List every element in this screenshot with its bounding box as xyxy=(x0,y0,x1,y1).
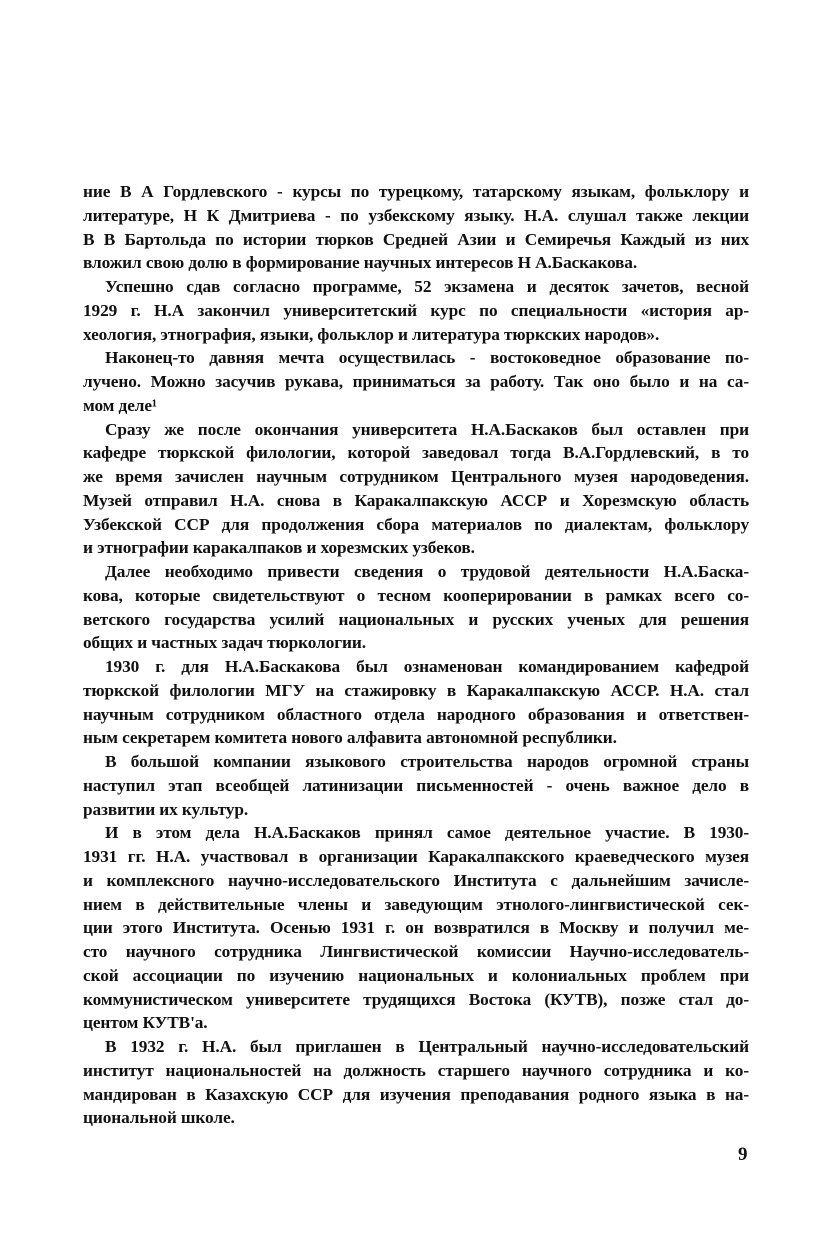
page-body-text xyxy=(83,180,749,1130)
text-line: и комплексного научно-исследовательского Института с дальнейшим зачисле- xyxy=(83,870,749,890)
text-line: и этнографии каракалпаков и хорезмских узбеков. xyxy=(83,538,475,558)
text-line: коммунистическом университете трудящихся Востока (КУТВ), позже стал до- xyxy=(83,989,749,1009)
text-line: развитии их культур. xyxy=(83,799,249,819)
text-line: Музей отправил Н.А. снова в Каракалпакскую АССР и Хорезмскую область xyxy=(83,490,749,510)
text-line: общих и частных задач тюркологии. xyxy=(83,633,366,653)
text-line: лучено. Можно засучив рукава, приниматься за работу. Так оно было и на са- xyxy=(83,372,749,391)
text-line: ным секретарем комитета нового алфавита автономной республики. xyxy=(83,728,617,748)
text-line: центом КУТВ'а. xyxy=(83,1013,208,1033)
paragraph xyxy=(83,418,749,561)
paragraph xyxy=(83,821,749,1035)
text-line: литературе, Н К Дмитриева - по узбекскому языку. Н.А. слушал также лекции xyxy=(83,205,749,225)
page-number: 9 xyxy=(738,1144,748,1165)
paragraph xyxy=(83,180,749,275)
paragraph xyxy=(83,1035,749,1130)
text-line: 1930 г. для Н.А.Баскакова был ознаменован командированием кафедрой xyxy=(105,657,749,676)
text-line: хеология, этнография, языки, фольклор и литература тюркских народов». xyxy=(83,324,660,344)
text-line: кова, которые свидетельствуют о тесном кооперировании в рамках всего со- xyxy=(83,585,749,605)
text-line: Узбекской ССР для продолжения сбора материалов по диалектам, фольклору xyxy=(83,514,749,534)
text-line: ции этого Института. Осенью 1931 г. он возвратился в Москву и получил ме- xyxy=(83,918,749,938)
text-line: 1931 гг. Н.А. участвовал в организации Каракалпакского краеведческого музея xyxy=(83,847,749,866)
text-line: Успешно сдав согласно программе, 52 экзамена и десяток зачетов, весной xyxy=(105,277,749,296)
text-line: В 1932 г. Н.А. был приглашен в Центральный научно-исследовательский xyxy=(105,1037,749,1056)
text-line: Сразу же после окончания университета Н.А.Баскаков был оставлен при xyxy=(105,419,749,439)
text-line: тюркской филологии МГУ на стажировку в Каракалпакскую АССР. Н.А. стал xyxy=(83,680,749,700)
paragraph xyxy=(83,560,749,655)
text-line: ской ассоциации по изучению национальных и колониальных проблем при xyxy=(83,965,749,985)
text-line: же время зачислен научным сотрудником Центрального музея народоведения. xyxy=(83,467,749,486)
text-line: научным сотрудником областного отдела народного образования и ответствен- xyxy=(83,704,749,724)
text-line: И в этом дела Н.А.Баскаков принял самое деятельное участие. В 1930- xyxy=(105,823,749,843)
text-line: мом деле¹ xyxy=(83,395,158,415)
paragraph xyxy=(83,346,749,417)
paragraph xyxy=(83,750,749,821)
text-line: наступил этап всеобщей латинизации письменностей - очень важное дело в xyxy=(83,775,749,795)
text-line: циональной школе. xyxy=(83,1108,235,1128)
text-line: В В Бартольда по истории тюрков Средней Азии и Семиречья Каждый из них xyxy=(83,229,749,249)
text-line: ветского государства усилий национальных и русских ученых для решения xyxy=(83,609,749,629)
text-line: институт национальностей на должность старшего научного сотрудника и ко- xyxy=(83,1060,749,1080)
text-line: вложил свою долю в формирование научных интересов Н А.Баскакова. xyxy=(83,253,638,273)
text-line: Далее необходимо привести сведения о трудовой деятельности Н.А.Баска- xyxy=(105,562,749,581)
text-line: сто научного сотрудника Лингвистической комиссии Научно-исследователь- xyxy=(83,942,749,961)
paragraph xyxy=(83,655,749,750)
text-line: 1929 г. Н.А закончил университетский курс по специальности «история ар- xyxy=(83,300,749,320)
text-line: Наконец-то давняя мечта осуществилась - востоковедное образование по- xyxy=(105,348,749,368)
paragraph xyxy=(83,275,749,346)
text-line: В большой компании языкового строительства народов огромной страны xyxy=(105,752,749,771)
text-line: кафедре тюркской филологии, которой заведовал тогда В.А.Гордлевский, в то xyxy=(83,443,749,463)
text-line: ние В А Гордлевского - курсы по турецкому, татарскому языкам, фольклору и xyxy=(83,182,749,201)
text-line: нием в действительные члены и заведующим этнолого-лингвистической сек- xyxy=(83,894,749,914)
text-line: мандирован в Казахскую ССР для изучения преподавания родного языка в на- xyxy=(83,1084,749,1104)
